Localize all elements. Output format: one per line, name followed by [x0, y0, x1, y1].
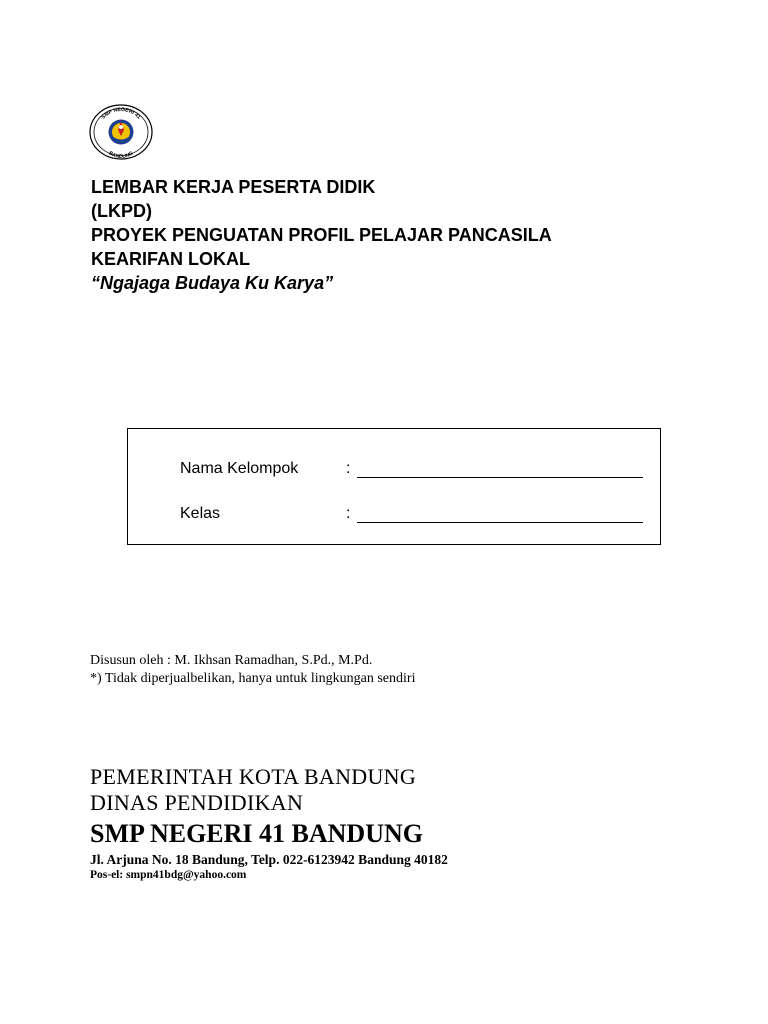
- document-title: [91, 175, 552, 295]
- government-name: PEMERINTAH KOTA BANDUNG: [90, 764, 417, 789]
- project-motto: “Ngajaga Budaya Ku Karya”: [91, 273, 334, 293]
- logo-bottom-text: BANDUNG: [107, 150, 135, 161]
- disclaimer: *) Tidak diperjualbelikan, hanya untuk lingkungan sendiri: [90, 671, 416, 686]
- class-label: Kelas: [180, 505, 221, 522]
- title-line-4: KEARIFAN LOKAL: [91, 249, 250, 269]
- logo-top-text: SMP NEGERI 41: [100, 106, 142, 121]
- school-logo: [88, 103, 154, 161]
- department-name: DINAS PENDIDIKAN: [90, 790, 304, 815]
- school-address: Jl. Arjuna No. 18 Bandung, Telp. 022-6123942 Bandung 40182: [90, 852, 448, 867]
- group-name-blank-line[interactable]: [357, 477, 643, 478]
- group-name-label: Nama Kelompok: [180, 460, 299, 477]
- title-line-2: (LKPD): [91, 201, 152, 221]
- class-blank-line[interactable]: [357, 522, 643, 523]
- group-name-separator: :: [346, 460, 351, 477]
- title-line-3: PROYEK PENGUATAN PROFIL PELAJAR PANCASILA: [91, 225, 552, 245]
- class-separator: :: [346, 505, 351, 522]
- notes-block: [90, 652, 415, 688]
- school-name: SMP NEGERI 41 BANDUNG: [90, 819, 423, 848]
- identity-form-box: [127, 428, 661, 545]
- school-email: Pos-el: smpn41bdg@yahoo.com: [90, 869, 247, 881]
- author-credit: Disusun oleh : M. Ikhsan Ramadhan, S.Pd., M.Pd.: [90, 653, 373, 668]
- title-line-1: LEMBAR KERJA PESERTA DIDIK: [91, 177, 376, 197]
- institution-footer: [90, 764, 448, 883]
